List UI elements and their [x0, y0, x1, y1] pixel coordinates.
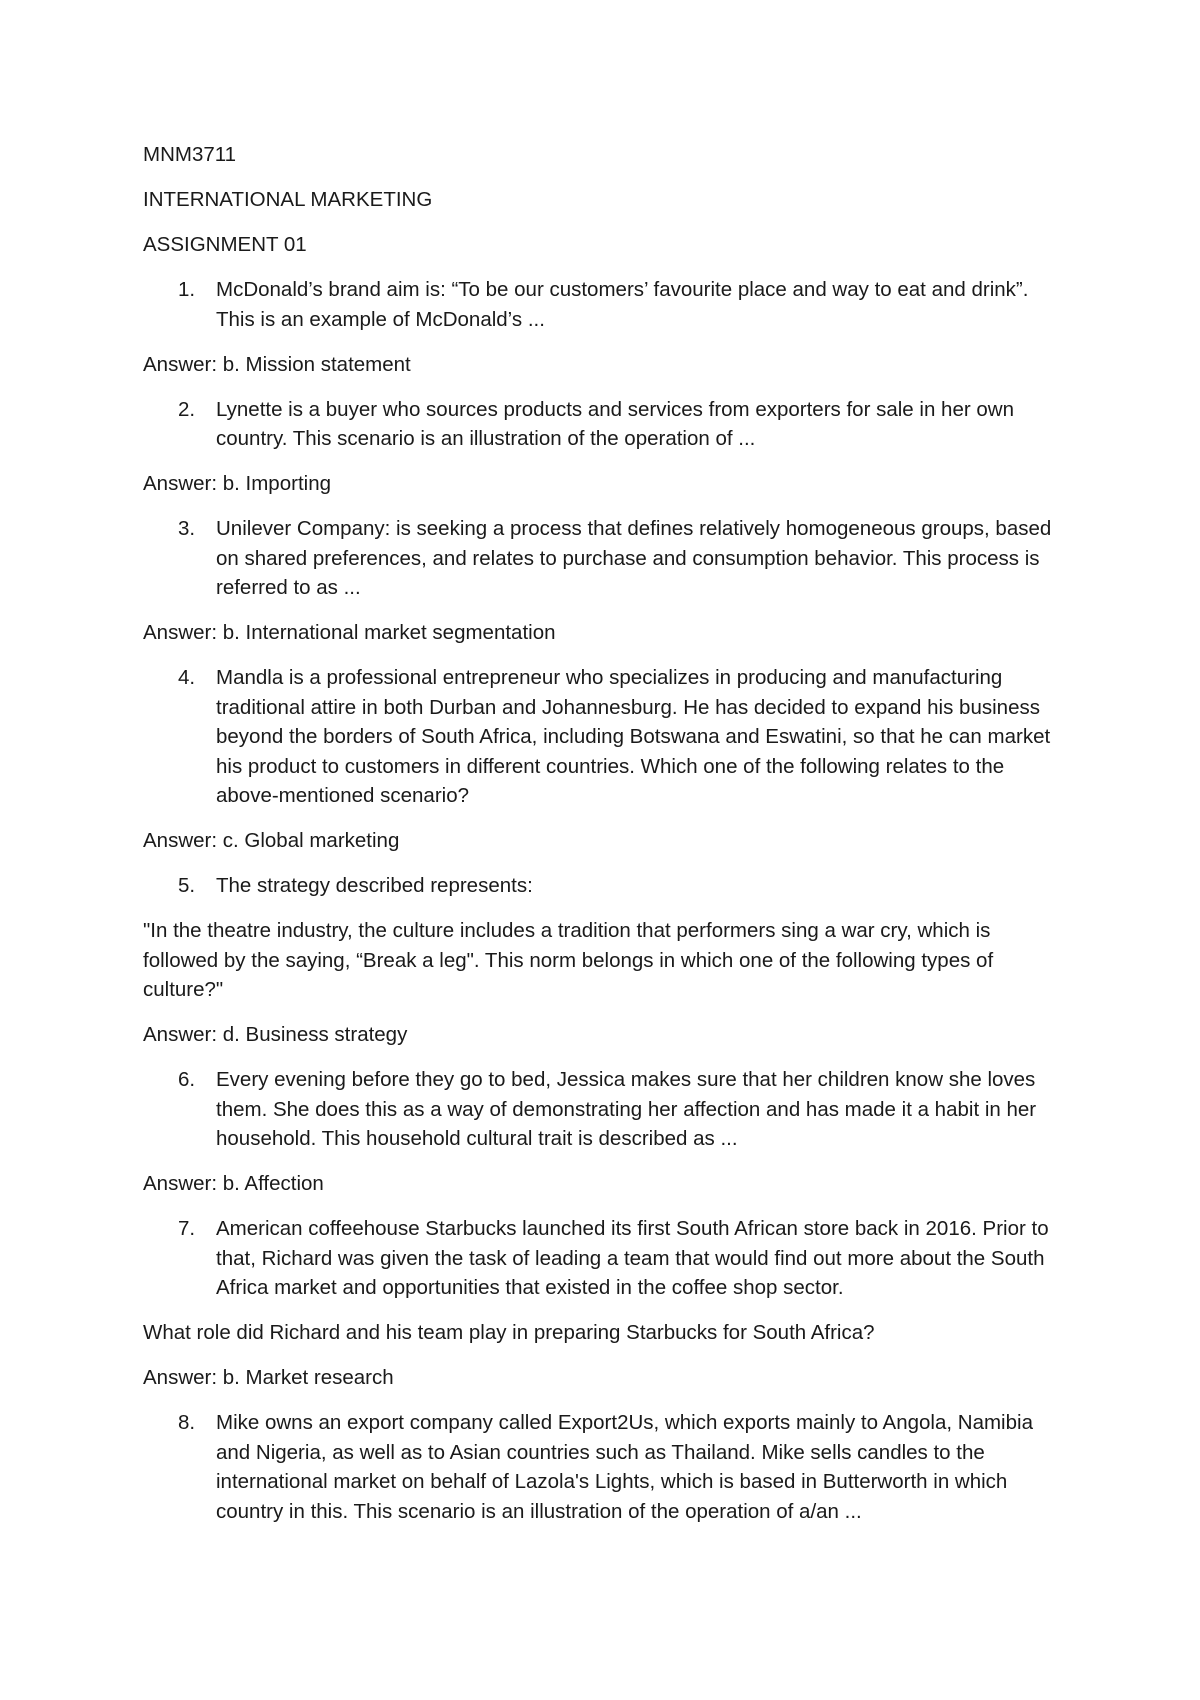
- course-code: MNM3711: [143, 143, 237, 166]
- document-body: [143, 140, 1063, 1542]
- question-8: [143, 1408, 1063, 1526]
- question-number: 3.: [178, 517, 196, 540]
- question-6: [143, 1065, 1063, 1154]
- question-4: [143, 663, 1063, 811]
- question-3: [143, 514, 1063, 603]
- answer-1: Answer: b. Mission statement: [143, 352, 411, 376]
- question-7: [143, 1214, 1063, 1303]
- question-1: [143, 275, 1063, 334]
- question-7-followup: What role did Richard and his team play in preparing Starbucks for South Africa?: [143, 1321, 875, 1344]
- question-5-quote: "In the theatre industry, the culture includes a tradition that performers sing a war cry, which is followed by the saying, “Break a leg". This norm belongs in which one of the following types of culture?": [143, 919, 994, 1001]
- question-number: 1.: [178, 278, 196, 301]
- question-text: Every evening before they go to bed, Jessica makes sure that her children know she loves them. She does this as a way of demonstrating her affection and has made it a habit in her household. This household cultural trait is described as ...: [216, 1068, 1037, 1150]
- question-text: Lynette is a buyer who sources products and services from exporters for sale in her own country. This scenario is an illustration of the operation of ...: [216, 397, 1014, 450]
- answer-7: Answer: b. Market research: [143, 1366, 394, 1389]
- answer-5: Answer: d. Business strategy: [143, 1023, 408, 1046]
- answer-3: Answer: b. International market segmentation: [143, 621, 556, 644]
- question-text: Mike owns an export company called Export2Us, which exports mainly to Angola, Namibia and Nigeria, as well as to Asian countries such as Thailand. Mike sells candles to the international market on behalf of Lazola's Lights, which is based in Butterworth in which country in this. This scenario is an illustration of the operation of a/an ...: [216, 1411, 1033, 1523]
- question-number: 6.: [178, 1068, 196, 1091]
- question-number: 8.: [178, 1411, 196, 1434]
- answer-6: Answer: b. Affection: [143, 1172, 324, 1195]
- course-title: INTERNATIONAL MARKETING: [143, 188, 433, 211]
- question-2: [143, 395, 1063, 454]
- question-text: Unilever Company: is seeking a process that defines relatively homogeneous groups, based on shared preferences, and relates to purchase and consumption behavior. This process is referred to as ...: [216, 517, 1052, 599]
- assignment-title: ASSIGNMENT 01: [143, 233, 307, 256]
- question-number: 7.: [178, 1217, 196, 1240]
- question-text: The strategy described represents:: [216, 874, 533, 897]
- answer-2: Answer: b. Importing: [143, 472, 331, 495]
- answer-4: Answer: c. Global marketing: [143, 829, 400, 852]
- question-text: American coffeehouse Starbucks launched its first South African store back in 2016. Prior to that, Richard was given the task of leading a team that would find out more about the South Africa market and opportunities that existed in the coffee shop sector.: [216, 1217, 1049, 1299]
- question-5: [143, 871, 1063, 901]
- question-number: 2.: [178, 397, 196, 421]
- question-number: 5.: [178, 874, 196, 897]
- question-text: Mandla is a professional entrepreneur who specializes in producing and manufacturing traditional attire in both Durban and Johannesburg. He has decided to expand his business beyond the borders of South Africa, including Botswana and Eswatini, so that he can market his product to customers in different countries. Which one of the following relates to the above-mentioned scenario?: [216, 666, 1051, 807]
- question-text: McDonald’s brand aim is: “To be our customers’ favourite place and way to eat and drink”. This is an example of McDonald’s ...: [216, 278, 1029, 331]
- question-number: 4.: [178, 666, 196, 689]
